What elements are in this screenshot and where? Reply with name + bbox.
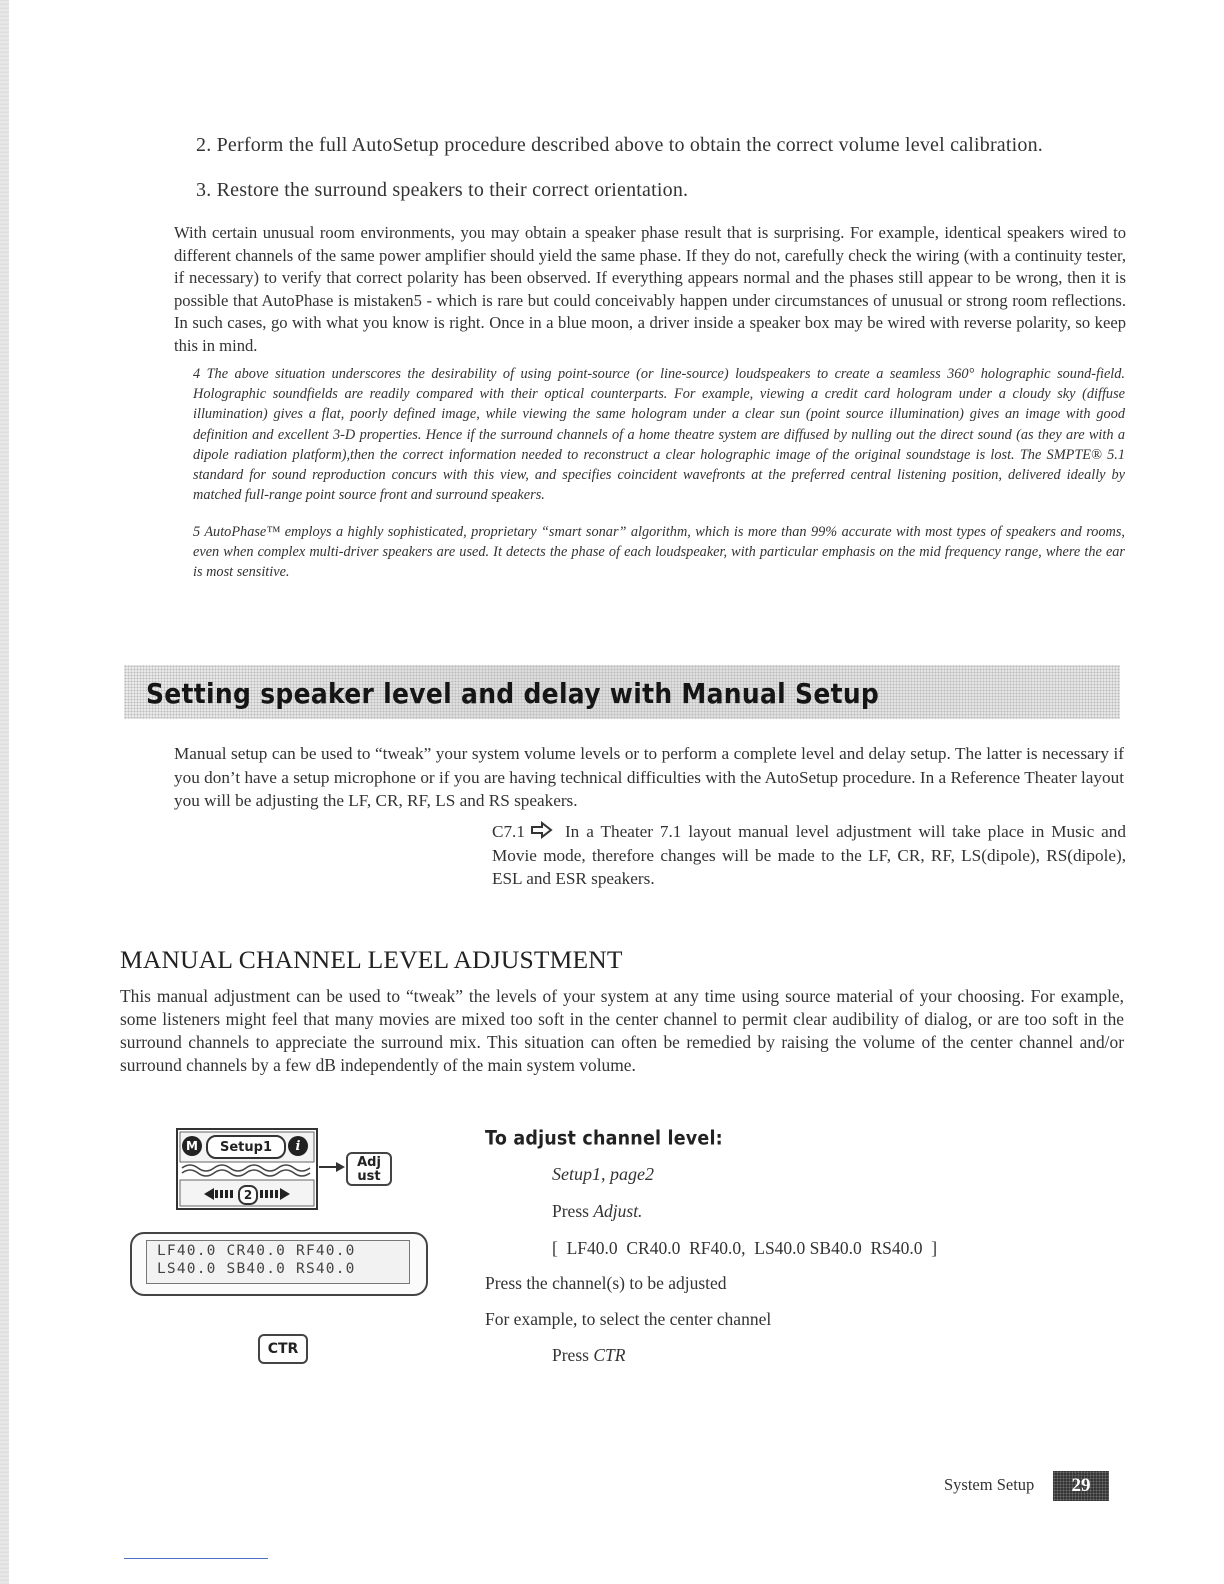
setup1-button[interactable]: Setup1 (206, 1135, 286, 1159)
m-badge-icon: M (182, 1136, 202, 1156)
bottom-rule (124, 1558, 268, 1559)
manual-setup-paragraph: Manual setup can be used to “tweak” your system volume levels or to perform a complete level and delay setup. The latter is necessary if you don’t have a setup microphone or if you are having technical difficulties with the AutoSetup procedure. In a Reference Theater layout you will be adjusting the LF, CR, RF, LS and RS speakers. (174, 744, 1124, 810)
c71-text: In a Theater 7.1 layout manual level adjustment will take place in Music and Movie mode, therefore changes will be made to the LF, CR, RF, LS(dipole), RS(dipole), ESL and ESR speakers. (492, 822, 1126, 888)
setup-menu-panel (176, 1128, 318, 1210)
step-3: 3. Restore the surround speakers to their correct orientation. (196, 179, 689, 201)
channel-level-paragraph: This manual adjustment can be used to “tweak” the levels of your system at any time using source material of your choosing. For example, some listeners might feel that many movies are mixed too soft in the center channel to permit clear audibility of dialog, or are too soft in the surround channels to appreciate the surround mix. This situation can often be remedied by raising the volume of the center channel and/or surround channels by a few dB independently of the main system volume. (120, 986, 1124, 1075)
footnote-4: 4 The above situation underscores the desirability of using point-source (or line-source) loudspeakers to create a seamless 360° holographic sound-field. Holographic soundfields are readily compared with their optical counterparts. For example, viewing a credit card hologram under a cloudy sky (diffuse illumination) gives a flat, poorly defined image, while viewing the same hologram under a clear sun (point source illumination) gives an image with good definition and excellent 3-D properties. Hence if the surround channels of a home theatre system are diffused by nulling out the direct sound (as they are with a dipole radiation platform),then the correct information needed to reconstruct a clear holographic image of the original soundstage is lost. The SMPTE® 5.1 standard for sound reproduction concurs with this view, and specifies coincident wavefronts at the preferred central listening position, delivered ideally by matched full-range point source front and surround speakers. (193, 366, 1125, 504)
page-right-arrow-icon[interactable] (258, 1186, 292, 1202)
page-number-badge: 29 (1053, 1471, 1109, 1501)
scan-edge (0, 0, 9, 1584)
press-adjust-line (552, 1201, 642, 1222)
lcd-line-2: LS40.0 SB40.0 RS40.0 (157, 1261, 356, 1277)
select-channel-line: Press the channel(s) to be adjusted (485, 1273, 727, 1293)
page-number-indicator: 2 (238, 1185, 258, 1205)
adjust-button-line2: ust (357, 1169, 381, 1184)
lcd-line-1: LF40.0 CR40.0 RF40.0 (157, 1243, 356, 1259)
lcd-screen (146, 1240, 410, 1284)
phase-paragraph: With certain unusual room environments, you may obtain a speaker phase result that is surprising. For example, identical speakers wired to different channels of the same power amplifier should yield the same phase. If they do not, carefully check the wiring (with a continuity tester, if necessary) to verify that correct polarity has been observed. If everything appears normal and the phases still appear to be wrong, then it is possible that AutoPhase is mistaken5 - which is rare but could conceivably happen under circumstances of unusual or strong room reflections. In such cases, go with what you know is right. Once in a blue moon, a driver inside a speaker box may be wired with reverse polarity, so keep this in mind. (174, 223, 1126, 355)
lcd-display (130, 1232, 428, 1296)
ctr-button[interactable]: CTR (258, 1334, 308, 1364)
menu-path: Setup1, page2 (552, 1164, 654, 1184)
footer-section-label: System Setup (944, 1475, 1035, 1494)
section-banner (124, 665, 1120, 719)
instruction-heading: To adjust channel level: (485, 1128, 723, 1150)
display-readout: [ LF40.0 CR40.0 RF40.0, LS40.0 SB40.0 RS40.0 ] (552, 1238, 938, 1258)
adjust-button[interactable] (346, 1152, 392, 1186)
page-left-arrow-icon[interactable] (202, 1186, 236, 1202)
arrow-right-icon (529, 821, 557, 839)
section-heading: MANUAL CHANNEL LEVEL ADJUSTMENT (120, 945, 623, 974)
adjust-button-line1: Adj (357, 1155, 381, 1170)
press-label-2: Press (552, 1345, 589, 1365)
press-ctr-line (552, 1345, 625, 1366)
flow-arrow-icon (318, 1160, 346, 1174)
info-badge-icon: i (288, 1136, 308, 1156)
step-2: 2. Perform the full AutoSetup procedure described above to obtain the correct volume level calibration. (196, 134, 1043, 156)
press-label: Press (552, 1201, 589, 1221)
adjust-word: Adjust. (593, 1201, 643, 1221)
ctr-word: CTR (593, 1345, 626, 1365)
footnote-5: 5 AutoPhase™ employs a highly sophisticated, proprietary “smart sonar” algorithm, which is more than 99% accurate with most types of speakers and rooms, even when complex multi-driver speakers are used. It detects the phase of each loudspeaker, with particular emphasis on the mid frequency range, where the ear is most sensitive. (193, 524, 1125, 581)
c71-prefix: C7.1 (492, 822, 525, 841)
c71-note (492, 820, 1126, 891)
example-line: For example, to select the center channel (485, 1309, 772, 1329)
banner-title: Setting speaker level and delay with Manual Setup (146, 677, 880, 710)
